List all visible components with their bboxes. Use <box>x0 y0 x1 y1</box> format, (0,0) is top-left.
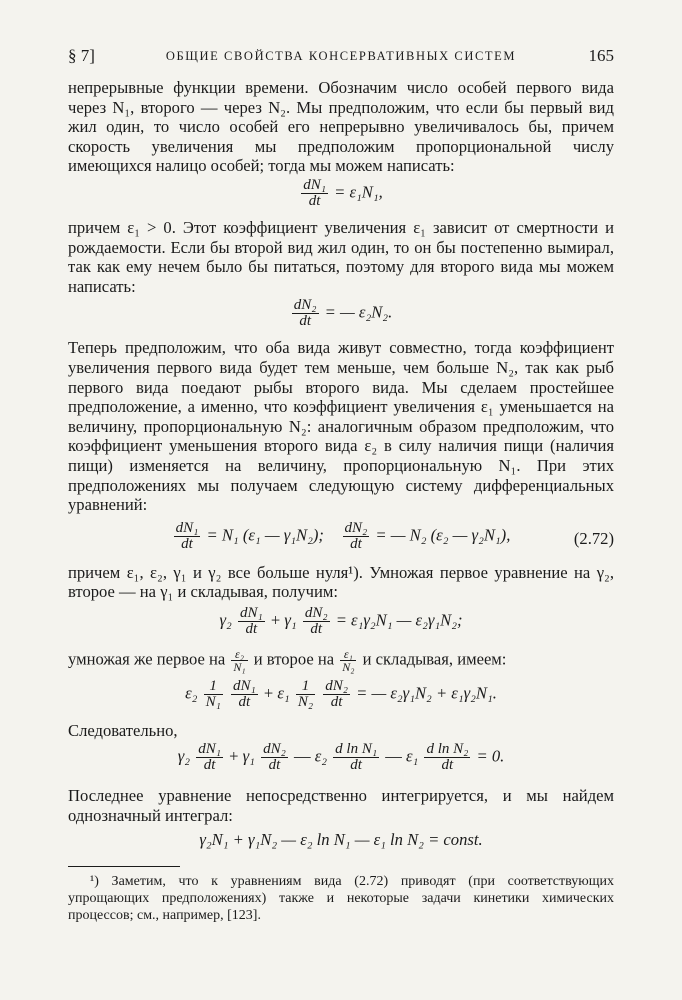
equation-7: γ₂N₁ + γ₁N₂ — ε₂ ln N₁ — ε₁ ln N₂ = const. <box>199 829 483 849</box>
fraction: $\frac{\text{ε₂}}{\text{N₁}}$ <box>233 646 246 674</box>
paragraph-3: Теперь предположим, что оба вида живут совместно, тогда коэффициент увеличения первого вида будет тем меньше, чем больше N₂, так как рыб первого вида поедают рыбы второго вида. Мы сделаем простейшее предположение, а именно, что коэффициент увеличения ε₁ уменьшается на величину, пропорциональную N₂: аналогичным образом предположим, что коэффициент уменьшения второго вида ε₂ в силу наличия пищи (наличия пищи) изменяется на величину, пропорциональную N₁. При этих предположениях мы получаем следующую систему дифференциальных уравнений: <box>68 338 614 515</box>
running-header <box>68 46 614 70</box>
fraction: $\frac{\text{dN₁}}{dt}$ <box>303 176 326 209</box>
paragraph-7: Последнее уравнение непосредственно интегрируется, и мы найдем однозначный интеграл: <box>68 786 614 826</box>
fraction: $\frac{\text{ε₁}}{\text{N₂}}$ <box>342 646 355 674</box>
fraction: $\frac{\text{dN₂}}{dt}$ <box>344 519 368 552</box>
chapter-title: ОБЩИЕ СВОЙСТВА КОНСЕРВАТИВНЫХ СИСТЕМ <box>165 49 517 63</box>
paragraph-4: причем ε₁, ε₂, γ₁ и γ₂ все больше нуля¹). Умножая первое уравнение на γ₂, второе — на γ₁ и складывая, получим: <box>68 562 614 602</box>
equation-2: $\frac{\text{dN₂}}{dt}$ = — ε₂N₂. <box>293 297 393 330</box>
equation-4: γ₂ $\frac{\text{dN₁}}{dt}$ + γ₁ $\frac{\text{dN₂}}{dt}$ = ε₁γ₂N₁ — ε₂γ₁N₂; <box>219 604 463 637</box>
section-label: § 7] <box>68 46 95 65</box>
fraction: $\frac{\text{dN₂}}{dt}$ <box>304 604 328 637</box>
footnote: ¹) Заметим, что к уравнениям вида (2.72) приводят (при соответствующих упрощающих предположениях) также и некоторые задачи кинетики химических процессов; см., например, [123]. <box>68 873 614 923</box>
fraction: $\frac{\text{dN₂}}{dt}$ <box>293 297 317 330</box>
equation-2-72: $\frac{\text{dN₁}}{dt}$ = N₁ (ε₁ — γ₁N₂); $\frac{\text{dN₂}}{dt}$ = — N₂ (ε₂ — γ₂N₁), (2.72) <box>175 519 614 552</box>
fraction: $\frac{\text{dN₁}}{dt}$ <box>239 604 263 637</box>
footnote-rule <box>68 866 180 867</box>
paragraph-5: умножая же первое на $\frac{\text{ε₂}}{\text{N₁}}$ и второе на $\frac{\text{ε₁}}{\text{N₂}}$ и складывая, имеем: <box>68 646 507 674</box>
page-body <box>68 78 614 924</box>
equation-5: ε₂ $\frac{1}{\text{N₁}}$ $\frac{\text{dN₁}}{dt}$ + ε₁ $\frac{1}{\text{N₂}}$ $\frac{\text{dN₂}}{dt}$ = — ε₂γ₁N₂ + ε₁γ₂N₁. <box>185 677 497 710</box>
equation-number: (2.72) <box>573 528 614 548</box>
equation-6: γ₂ $\frac{\text{dN₁}}{dt}$ + γ₁ $\frac{\text{dN₂}}{dt}$ — ε₂ $\frac{\text{d ln N₁}}{dt}$ — ε₁ $\frac{\text{d ln N₂}}{dt}$ = 0. <box>177 741 505 774</box>
paragraph-1: непрерывные функции времени. Обозначим число особей первого вида через N₁, второго — через N₂. Мы предположим, что если бы первый вид жил один, то число особей его непрерывно увеличивалось бы, причем скорость увеличения мы предположим пропорциональной числу имеющихся налицо особей; тогда мы можем написать: <box>68 78 614 176</box>
paragraph-2: причем ε₁ > 0. Этот коэффициент увеличения ε₁ зависит от смертности и рождаемости. Если бы второй вид жил один, то он бы постепенно вымирал, так как ему нечем было бы питаться, поэтому для второго вида мы можем написать: <box>68 217 614 296</box>
page-number: 165 <box>588 46 614 65</box>
paragraph-6: Следовательно, <box>68 720 178 740</box>
fraction: $\frac{\text{dN₁}}{dt}$ <box>175 519 199 552</box>
equation-1: $\frac{\text{dN₁}}{dt}$ = ε₁N₁, <box>303 176 383 209</box>
